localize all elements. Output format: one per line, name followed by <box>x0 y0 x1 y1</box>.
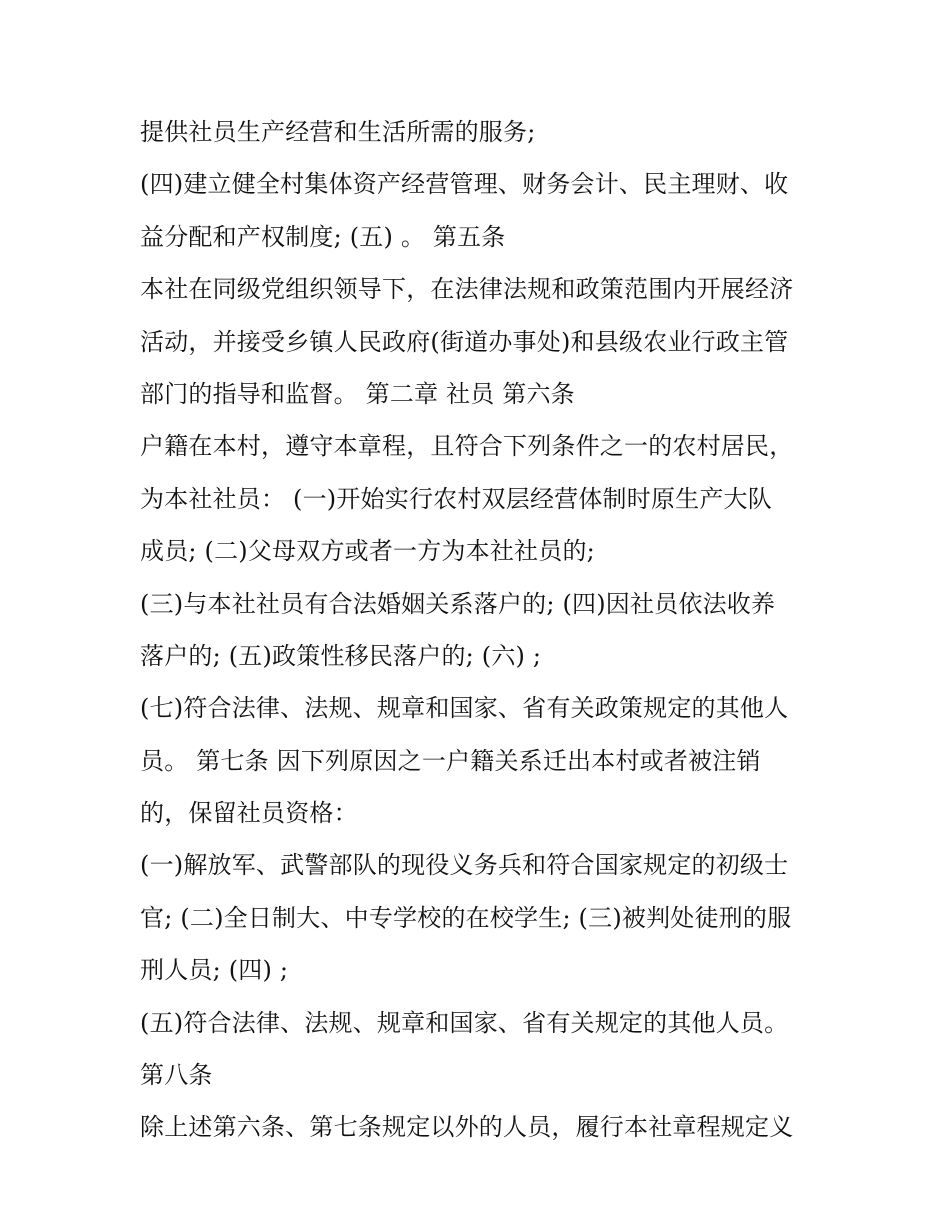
text-line: 员。 第七条 因下列原因之一户籍关系迁出本村或者被注销 <box>140 746 761 775</box>
text-line: 成员; (二)父母双方或者一方为本社社员的; <box>140 537 595 566</box>
text-line: (七)符合法律、法规、规章和国家、省有关政策规定的其他人 <box>140 694 789 723</box>
text-line: 益分配和产权制度; (五) 。 第五条 <box>140 222 506 251</box>
text-line: 提供社员生产经营和生活所需的服务; <box>140 118 536 146</box>
text-line: 除上述第六条、第七条规定以外的人员，履行本社章程规定义 <box>140 1113 794 1142</box>
text-line: (五)符合法律、法规、规章和国家、省有关规定的其他人员。 <box>140 1008 789 1037</box>
text-line: 刑人员; (四) ; <box>140 956 289 985</box>
text-line: 为本社社员： (一)开始实行农村双层经营体制时原生产大队 <box>140 484 772 513</box>
text-line: 户籍在本村，遵守本章程，且符合下列条件之一的农村居民， <box>140 432 794 461</box>
text-line: 官; (二)全日制大、中专学校的在校学生; (三)被判处徒刑的服 <box>140 903 792 932</box>
text-line: 第八条 <box>140 1061 213 1090</box>
text-line: (三)与本社社员有合法婚姻关系落户的; (四)因社员依法收养 <box>140 589 776 618</box>
text-line: 本社在同级党组织领导下，在法律法规和政策范围内开展经济 <box>140 275 794 304</box>
text-line: 的，保留社员资格： <box>140 799 358 828</box>
text-line: 活动，并接受乡镇人民政府(街道办事处)和县级农业行政主管 <box>140 327 789 356</box>
text-line: 部门的指导和监督。 第二章 社员 第六条 <box>140 379 575 408</box>
text-line: (一)解放军、武警部队的现役义务兵和符合国家规定的初级士 <box>140 851 789 880</box>
document-body <box>140 106 830 1154</box>
text-line: 落户的; (五)政策性移民落户的; (六) ; <box>140 641 542 670</box>
text-line: (四)建立健全村集体资产经营管理、财务会计、民主理财、收 <box>140 170 789 199</box>
